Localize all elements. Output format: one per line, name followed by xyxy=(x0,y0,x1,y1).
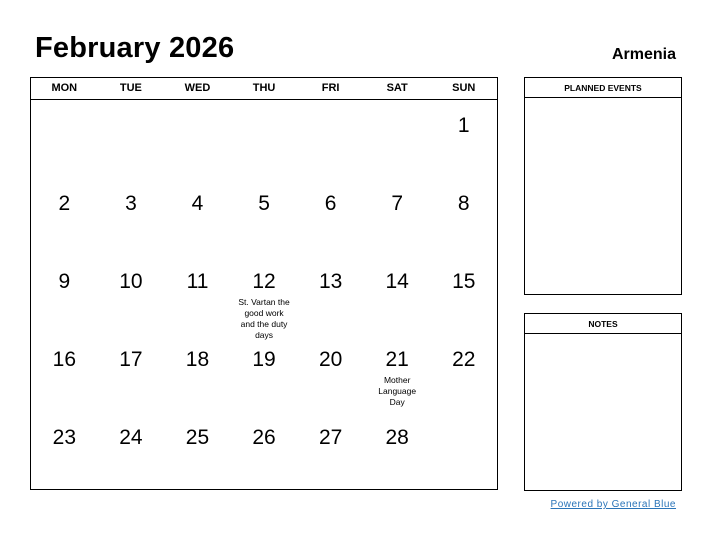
day-cell xyxy=(164,178,231,256)
day-cell xyxy=(164,412,231,490)
day-cell xyxy=(98,412,165,490)
day-cell xyxy=(98,178,165,256)
day-number: 26 xyxy=(252,426,276,449)
day-cell xyxy=(364,178,431,256)
day-grid xyxy=(31,100,497,489)
day-cell xyxy=(364,412,431,490)
planned-events-header: PLANNED EVENTS xyxy=(525,78,681,98)
day-cell xyxy=(31,412,98,490)
notes-header: NOTES xyxy=(525,314,681,334)
day-number: 4 xyxy=(191,192,204,215)
holiday-label: St. Vartan the good work and the duty days xyxy=(238,297,290,340)
weekday-sun: SUN xyxy=(452,82,476,94)
weekday-wed: WED xyxy=(184,82,211,94)
day-number: 21 xyxy=(385,348,409,371)
notes-panel xyxy=(524,313,682,491)
day-number: 28 xyxy=(385,426,409,449)
day-cell xyxy=(31,334,98,412)
day-number: 6 xyxy=(324,192,337,215)
day-number: 25 xyxy=(185,426,210,449)
day-number: 3 xyxy=(125,192,137,215)
day-number: 2 xyxy=(58,192,71,215)
day-cell xyxy=(31,178,98,256)
weekday-sat: SAT xyxy=(386,82,408,94)
day-cell xyxy=(231,412,298,490)
day-number: 27 xyxy=(318,426,343,449)
day-cell xyxy=(231,178,298,256)
holiday-label: Mother Language Day xyxy=(378,375,417,407)
day-cell xyxy=(297,256,364,334)
day-number: 17 xyxy=(119,348,143,371)
day-cell xyxy=(430,334,497,412)
day-number: 8 xyxy=(457,192,470,215)
day-number: 14 xyxy=(385,270,409,293)
day-number: 7 xyxy=(391,192,404,215)
day-number: 23 xyxy=(52,426,77,449)
day-number: 1 xyxy=(457,114,470,137)
day-cell xyxy=(430,100,497,178)
day-cell xyxy=(98,256,165,334)
day-number: 5 xyxy=(258,192,270,215)
day-number: 19 xyxy=(252,348,276,371)
day-cell xyxy=(231,256,298,340)
day-cell xyxy=(231,334,298,412)
day-number: 9 xyxy=(58,270,71,293)
day-cell xyxy=(297,334,364,412)
day-number: 16 xyxy=(52,348,77,371)
day-number: 15 xyxy=(452,270,476,293)
weekday-fri: FRI xyxy=(321,82,340,94)
day-cell xyxy=(364,334,431,412)
day-number: 12 xyxy=(252,270,276,293)
weekday-header xyxy=(31,78,497,100)
weekday-thu: THU xyxy=(252,82,276,94)
day-number: 11 xyxy=(186,270,209,293)
powered-by-link[interactable]: Powered by General Blue xyxy=(550,499,676,510)
country-label: Armenia xyxy=(611,46,676,63)
day-cell xyxy=(164,334,231,412)
day-number: 22 xyxy=(452,348,476,371)
day-number: 13 xyxy=(318,270,343,293)
day-cell xyxy=(430,178,497,256)
day-cell xyxy=(297,412,364,490)
day-number: 10 xyxy=(119,270,143,293)
planned-events-panel xyxy=(524,77,682,295)
calendar-grid xyxy=(30,77,498,490)
day-cell xyxy=(430,256,497,334)
day-cell xyxy=(297,178,364,256)
day-number: 24 xyxy=(119,426,143,449)
weekday-tue: TUE xyxy=(119,82,142,94)
day-number: 20 xyxy=(318,348,343,371)
day-cell xyxy=(31,256,98,334)
day-cell xyxy=(364,256,431,334)
day-cell xyxy=(98,334,165,412)
page-title: February 2026 xyxy=(35,32,235,64)
day-cell xyxy=(164,256,231,334)
day-number: 18 xyxy=(185,348,210,371)
weekday-mon: MON xyxy=(51,82,78,94)
